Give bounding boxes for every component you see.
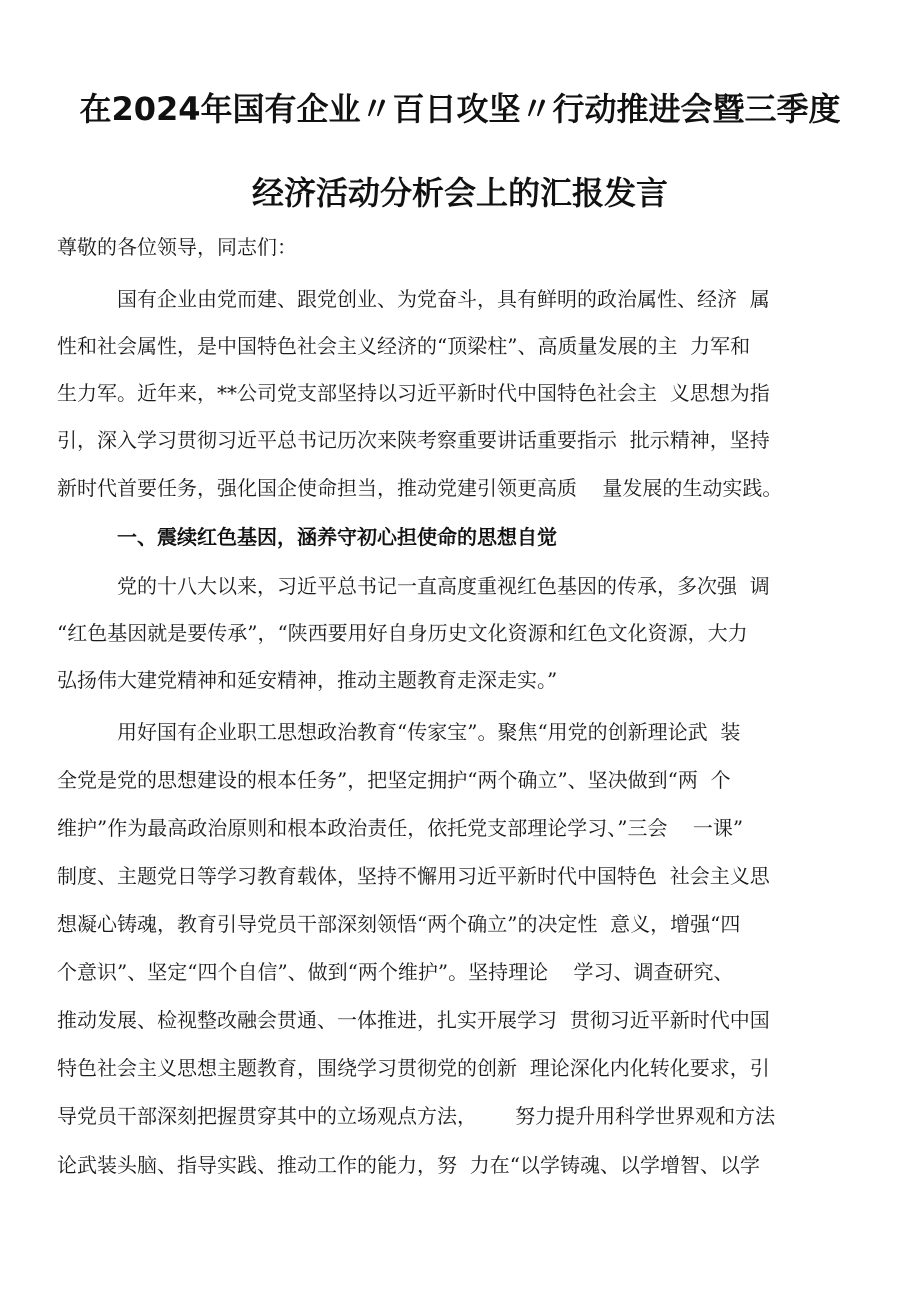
paragraph-1-line: 国有企业由党而建、跟党创业、为党奋斗，具有鲜明的政治属性、经济 属 bbox=[117, 287, 770, 311]
paragraph-3-line: 维护”作为最高政治原则和根本政治责任，依托党支部理论学习、”三会 一课” bbox=[57, 816, 744, 840]
paragraph-3-line: 制度、主题党日等学习教育载体，坚持不懈用习近平新时代中国特色 社会主义思 bbox=[57, 864, 770, 888]
paragraph-1-line: 引，深入学习贯彻习近平总书记历次来陕考察重要讲话重要指示 批示精神，坚持 bbox=[57, 428, 770, 452]
paragraph-2-line: 弘扬伟大建党精神和延安精神，推动主题教育走深走实。” bbox=[57, 668, 558, 692]
paragraph-3-line: 特色社会主义思想主题教育，围绕学习贯彻党的创新 理论深化内化转化要求，引 bbox=[57, 1056, 770, 1080]
paragraph-3-line: 推动发展、检视整改融会贯通、一体推进，扎实开展学习 贯彻习近平新时代中国 bbox=[57, 1008, 770, 1032]
paragraph-3-line: 全党是党的思想建设的根本任务”，把坚定拥护“两个确立”、坚决做到“两 个 bbox=[57, 768, 731, 792]
paragraph-2-line: 党的十八大以来，习近平总书记一直高度重视红色基因的传承，多次强 调 bbox=[117, 574, 770, 598]
paragraph-3-line: 个意识”、坚定“四个自信”、做到“两个维护”。坚持理论 学习、调查研究、 bbox=[57, 960, 734, 984]
document-title-line-2: 经济活动分析会上的汇报发言 bbox=[251, 174, 668, 212]
paragraph-3-line: 想凝心铸魂，教育引导党员干部深刻领悟“两个确立”的决定性 意义，增强“四 bbox=[57, 912, 741, 936]
paragraph-3-line: 用好国有企业职工思想政治教育“传家宝”。聚焦“用党的创新理论武 装 bbox=[117, 720, 741, 744]
paragraph-1-line: 性和社会属性，是中国特色社会主义经济的“顶梁柱”、高质量发展的主 力军和 bbox=[57, 334, 751, 358]
section-1-heading: 一、震续红色基因，涵养守初心担使命的思想自觉 bbox=[117, 525, 557, 549]
paragraph-2-line: “红色基因就是要传承”，“陕西要用好自身历史文化资源和红色文化资源，大力 bbox=[57, 621, 748, 645]
paragraph-3-line: 导党员干部深刻把握贯穿其中的立场观点方法， 努力提升用科学世界观和方法 bbox=[57, 1104, 776, 1128]
document-title-line-1: 在2024年国有企业〃百日攻坚〃行动推进会暨三季度 bbox=[79, 90, 841, 128]
salutation: 尊敬的各位领导，同志们： bbox=[57, 235, 297, 259]
paragraph-3-line: 论武装头脑、指导实践、推动工作的能力，努 力在“以学铸魂、以学增智、以学 bbox=[57, 1153, 760, 1177]
paragraph-1-line: 新时代首要任务，强化国企使命担当，推动党建引领更高质 量发展的生动实践。 bbox=[57, 476, 783, 500]
paragraph-1-line: 生力军。近年来，**公司党支部坚持以习近平新时代中国特色社会主 义思想为指 bbox=[57, 381, 770, 405]
